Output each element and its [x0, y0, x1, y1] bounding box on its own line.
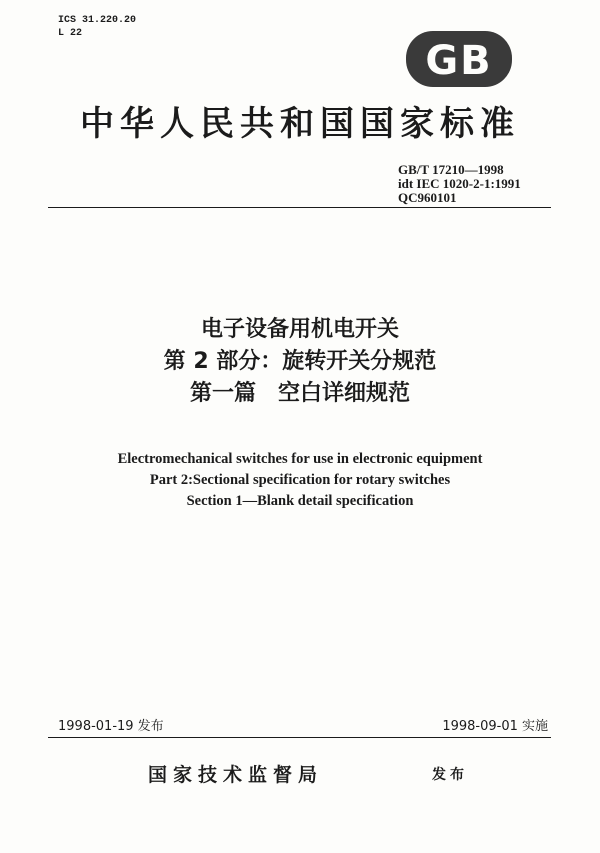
issue-date: 1998-01-19 发布 — [58, 719, 164, 734]
english-title — [0, 449, 600, 512]
national-standard-title: 中华人民共和国国家标准 — [80, 104, 520, 144]
implementation-date: 1998-09-01 实施 — [442, 719, 548, 734]
publish-label: 发布 — [432, 767, 468, 783]
idt-reference: idt IEC 1020-2-1:1991 — [398, 176, 521, 191]
standard-number-block — [398, 163, 521, 205]
english-title-line1: Electromechanical switches for use in electronic equipment — [117, 451, 483, 467]
gb-logo-text: GB — [425, 38, 493, 84]
bottom-divider — [48, 737, 551, 738]
english-title-line2: Part 2:Sectional specification for rotary switches — [149, 472, 451, 488]
ccs-code: L 22 — [58, 28, 83, 39]
chinese-title-line1: 电子设备用机电开关 — [200, 317, 399, 342]
chinese-title — [0, 314, 600, 410]
gb-logo — [405, 30, 513, 88]
english-title-line3: Section 1—Blank detail specification — [186, 493, 414, 509]
qc-number: QC960101 — [398, 190, 457, 205]
ics-code: ICS 31.220.20 — [58, 15, 137, 26]
publisher-name: 国家技术监督局 — [148, 764, 324, 786]
standard-number: GB/T 17210—1998 — [398, 162, 504, 177]
classification-codes — [58, 14, 136, 40]
chinese-title-line2: 第 2 部分：旋转开关分规范 — [163, 349, 437, 374]
top-divider — [48, 207, 551, 208]
chinese-title-line3: 第一篇 空白详细规范 — [189, 381, 410, 406]
